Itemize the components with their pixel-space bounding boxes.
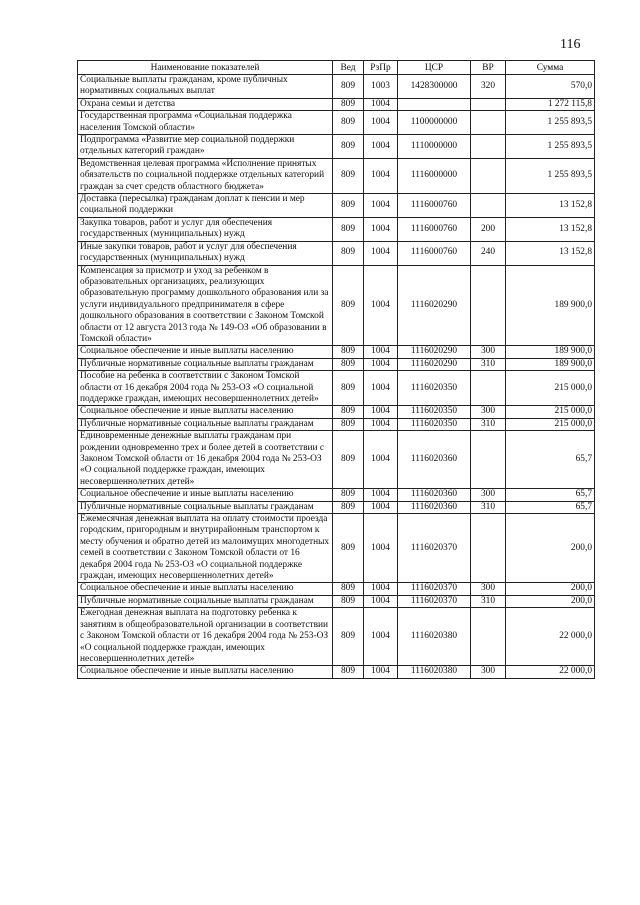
cell-name: Социальное обеспечение и иные выплаты населению — [78, 583, 333, 595]
table-row — [78, 418, 595, 430]
cell-rzpr: 1004 — [364, 98, 398, 110]
cell-name: Социальное обеспечение и иные выплаты населению — [78, 346, 333, 358]
cell-csr — [398, 98, 471, 110]
cell-ved: 809 — [333, 346, 364, 358]
cell-name: Публичные нормативные социальные выплаты гражданам — [78, 501, 333, 513]
cell-name: Ежегодная денежная выплата на подготовку ребенка к занятиям в общеобразовательной организации в соответствии с Законом Томской области от 16 декабря 2004 года № 253-ОЗ «О социальной поддержке граждан, имеющих несовершеннолетних детей» — [78, 608, 333, 666]
cell-vr: 300 — [471, 346, 506, 358]
cell-name: Социальное обеспечение и иные выплаты населению — [78, 406, 333, 418]
cell-vr: 320 — [471, 75, 506, 99]
cell-rzpr: 1004 — [364, 431, 398, 489]
cell-name: Единовременные денежные выплаты гражданам при рождении одновременно трех и более детей в соответствии с Законом Томской области от 16 декабря 2004 года № 253-ОЗ «О социальной поддержке граждан, имеющих несовершеннолетних детей» — [78, 431, 333, 489]
cell-name: Доставка (пересылка) гражданам доплат к пенсии и мер социальной поддержки — [78, 194, 333, 218]
cell-name: Компенсация за присмотр и уход за ребенком в образовательных организациях, реализующих образовательную программу дошкольного образования или за услуги индивидуального предпринимателя в сфере дошкольного образования в соответствии с Законом Томской области от 12 августа 2013 года № 149-ОЗ «Об образовании в Томской области» — [78, 265, 333, 346]
cell-csr: 1116020370 — [398, 514, 471, 583]
cell-sum: 215 000,0 — [506, 371, 595, 406]
cell-csr: 1116020350 — [398, 406, 471, 418]
cell-sum: 189 900,0 — [506, 346, 595, 358]
cell-name: Иные закупки товаров, работ и услуг для обеспечения государственных (муниципальных) нужд — [78, 241, 333, 265]
cell-ved: 809 — [333, 98, 364, 110]
cell-vr: 310 — [471, 418, 506, 430]
cell-ved: 809 — [333, 371, 364, 406]
cell-sum: 200,0 — [506, 595, 595, 607]
table-row — [78, 158, 595, 193]
cell-name: Публичные нормативные социальные выплаты гражданам — [78, 358, 333, 370]
cell-rzpr: 1004 — [364, 265, 398, 346]
cell-rzpr: 1004 — [364, 489, 398, 501]
table-row — [78, 217, 595, 241]
header-row — [78, 61, 595, 75]
cell-name: Пособие на ребенка в соответствии с Законом Томской области от 16 декабря 2004 года № 253-ОЗ «О социальной поддержке граждан, имеющих несовершеннолетних детей» — [78, 371, 333, 406]
cell-name: Публичные нормативные социальные выплаты гражданам — [78, 595, 333, 607]
cell-vr — [471, 514, 506, 583]
table-row — [78, 194, 595, 218]
cell-csr: 1100000000 — [398, 111, 471, 135]
cell-ved: 809 — [333, 406, 364, 418]
cell-sum: 215 000,0 — [506, 418, 595, 430]
cell-sum: 22 000,0 — [506, 608, 595, 666]
cell-vr: 300 — [471, 406, 506, 418]
cell-vr — [471, 431, 506, 489]
cell-csr: 1116000760 — [398, 217, 471, 241]
cell-ved: 809 — [333, 501, 364, 513]
cell-ved: 809 — [333, 583, 364, 595]
table-body — [78, 75, 595, 679]
cell-sum: 13 152,8 — [506, 194, 595, 218]
cell-sum: 1 255 893,5 — [506, 135, 595, 159]
cell-vr: 300 — [471, 489, 506, 501]
cell-csr: 1116020360 — [398, 431, 471, 489]
cell-rzpr: 1004 — [364, 135, 398, 159]
cell-vr: 310 — [471, 595, 506, 607]
table-row — [78, 595, 595, 607]
page-number: 116 — [560, 37, 581, 52]
cell-rzpr: 1004 — [364, 514, 398, 583]
table-row — [78, 666, 595, 678]
cell-rzpr: 1004 — [364, 501, 398, 513]
cell-sum: 22 000,0 — [506, 666, 595, 678]
table-row — [78, 111, 595, 135]
cell-ved: 809 — [333, 489, 364, 501]
cell-vr — [471, 135, 506, 159]
cell-ved: 809 — [333, 241, 364, 265]
cell-name: Ведомственная целевая программа «Исполнение принятых обязательств по социальной поддержке отдельных категорий граждан за счет средств областного бюджета» — [78, 158, 333, 193]
cell-ved: 809 — [333, 666, 364, 678]
cell-rzpr: 1004 — [364, 111, 398, 135]
cell-name: Социальные выплаты гражданам, кроме публичных нормативных социальных выплат — [78, 75, 333, 99]
cell-csr: 1116020370 — [398, 595, 471, 607]
cell-sum: 13 152,8 — [506, 217, 595, 241]
cell-vr: 240 — [471, 241, 506, 265]
table-row — [78, 241, 595, 265]
cell-csr: 1116020350 — [398, 418, 471, 430]
cell-sum: 189 900,0 — [506, 265, 595, 346]
cell-vr: 310 — [471, 501, 506, 513]
cell-csr: 1116000000 — [398, 158, 471, 193]
cell-ved: 809 — [333, 358, 364, 370]
cell-name: Закупка товаров, работ и услуг для обеспечения государственных (муниципальных) нужд — [78, 217, 333, 241]
cell-sum: 65,7 — [506, 489, 595, 501]
cell-ved: 809 — [333, 217, 364, 241]
cell-rzpr: 1004 — [364, 583, 398, 595]
cell-sum: 1 272 115,8 — [506, 98, 595, 110]
cell-csr: 1116020360 — [398, 501, 471, 513]
cell-ved: 809 — [333, 595, 364, 607]
table-header — [78, 61, 595, 75]
table-row — [78, 501, 595, 513]
cell-rzpr: 1004 — [364, 346, 398, 358]
cell-csr: 1116020290 — [398, 265, 471, 346]
table-row — [78, 358, 595, 370]
cell-name: Социальное обеспечение и иные выплаты населению — [78, 489, 333, 501]
cell-csr: 1428300000 — [398, 75, 471, 99]
cell-rzpr: 1004 — [364, 406, 398, 418]
cell-rzpr: 1004 — [364, 194, 398, 218]
table-row — [78, 489, 595, 501]
cell-sum: 200,0 — [506, 514, 595, 583]
budget-table — [77, 60, 595, 679]
cell-ved: 809 — [333, 514, 364, 583]
cell-rzpr: 1004 — [364, 241, 398, 265]
cell-vr: 300 — [471, 583, 506, 595]
cell-vr — [471, 194, 506, 218]
cell-rzpr: 1004 — [364, 595, 398, 607]
table-row — [78, 608, 595, 666]
table-row — [78, 346, 595, 358]
cell-ved: 809 — [333, 431, 364, 489]
cell-sum: 570,0 — [506, 75, 595, 99]
cell-ved: 809 — [333, 265, 364, 346]
cell-sum: 1 255 893,5 — [506, 111, 595, 135]
cell-csr: 1116020380 — [398, 608, 471, 666]
table-row — [78, 135, 595, 159]
header-rzpr: РзПр — [364, 61, 398, 75]
cell-vr: 310 — [471, 358, 506, 370]
cell-name: Охрана семьи и детства — [78, 98, 333, 110]
cell-rzpr: 1004 — [364, 217, 398, 241]
cell-ved: 809 — [333, 194, 364, 218]
header-sum: Сумма — [506, 61, 595, 75]
cell-vr — [471, 98, 506, 110]
cell-csr: 1116020290 — [398, 358, 471, 370]
cell-name: Подпрограмма «Развитие мер социальной поддержки отдельных категорий граждан» — [78, 135, 333, 159]
cell-name: Ежемесячная денежная выплата на оплату стоимости проезда городским, пригородным и внутрирайонным транспортом к месту обучения и обратно детей из малоимущих многодетных семей в соответствии с Законом Томской области от 16 декабря 2004 года № 253-ОЗ «О социальной поддержке граждан, имеющих несовершеннолетних детей» — [78, 514, 333, 583]
cell-vr: 300 — [471, 666, 506, 678]
table-row — [78, 265, 595, 346]
cell-sum: 65,7 — [506, 431, 595, 489]
table-row — [78, 98, 595, 110]
cell-csr: 1116020370 — [398, 583, 471, 595]
cell-ved: 809 — [333, 135, 364, 159]
cell-csr: 1116000760 — [398, 194, 471, 218]
header-csr: ЦСР — [398, 61, 471, 75]
cell-rzpr: 1004 — [364, 358, 398, 370]
cell-rzpr: 1003 — [364, 75, 398, 99]
cell-sum: 215 000,0 — [506, 406, 595, 418]
cell-csr: 1116000760 — [398, 241, 471, 265]
cell-rzpr: 1004 — [364, 666, 398, 678]
header-vr: ВР — [471, 61, 506, 75]
cell-rzpr: 1004 — [364, 158, 398, 193]
cell-vr — [471, 608, 506, 666]
table-row — [78, 371, 595, 406]
cell-sum: 189 900,0 — [506, 358, 595, 370]
cell-sum: 200,0 — [506, 583, 595, 595]
cell-csr: 1116020380 — [398, 666, 471, 678]
cell-name: Социальное обеспечение и иные выплаты населению — [78, 666, 333, 678]
cell-rzpr: 1004 — [364, 371, 398, 406]
cell-ved: 809 — [333, 111, 364, 135]
cell-ved: 809 — [333, 75, 364, 99]
cell-csr: 1116020360 — [398, 489, 471, 501]
header-ved: Вед — [333, 61, 364, 75]
cell-ved: 809 — [333, 418, 364, 430]
cell-csr: 1110000000 — [398, 135, 471, 159]
cell-csr: 1116020350 — [398, 371, 471, 406]
table-row — [78, 406, 595, 418]
cell-csr: 1116020290 — [398, 346, 471, 358]
cell-rzpr: 1004 — [364, 418, 398, 430]
cell-name: Государственная программа «Социальная поддержка населения Томской области» — [78, 111, 333, 135]
cell-vr — [471, 158, 506, 193]
cell-ved: 809 — [333, 608, 364, 666]
cell-name: Публичные нормативные социальные выплаты гражданам — [78, 418, 333, 430]
cell-vr: 200 — [471, 217, 506, 241]
cell-vr — [471, 371, 506, 406]
table-row — [78, 583, 595, 595]
table-row — [78, 75, 595, 99]
cell-rzpr: 1004 — [364, 608, 398, 666]
cell-vr — [471, 265, 506, 346]
table-row — [78, 514, 595, 583]
header-name: Наименование показателей — [78, 61, 333, 75]
cell-sum: 13 152,8 — [506, 241, 595, 265]
cell-ved: 809 — [333, 158, 364, 193]
table-row — [78, 431, 595, 489]
cell-sum: 65,7 — [506, 501, 595, 513]
cell-sum: 1 255 893,5 — [506, 158, 595, 193]
cell-vr — [471, 111, 506, 135]
